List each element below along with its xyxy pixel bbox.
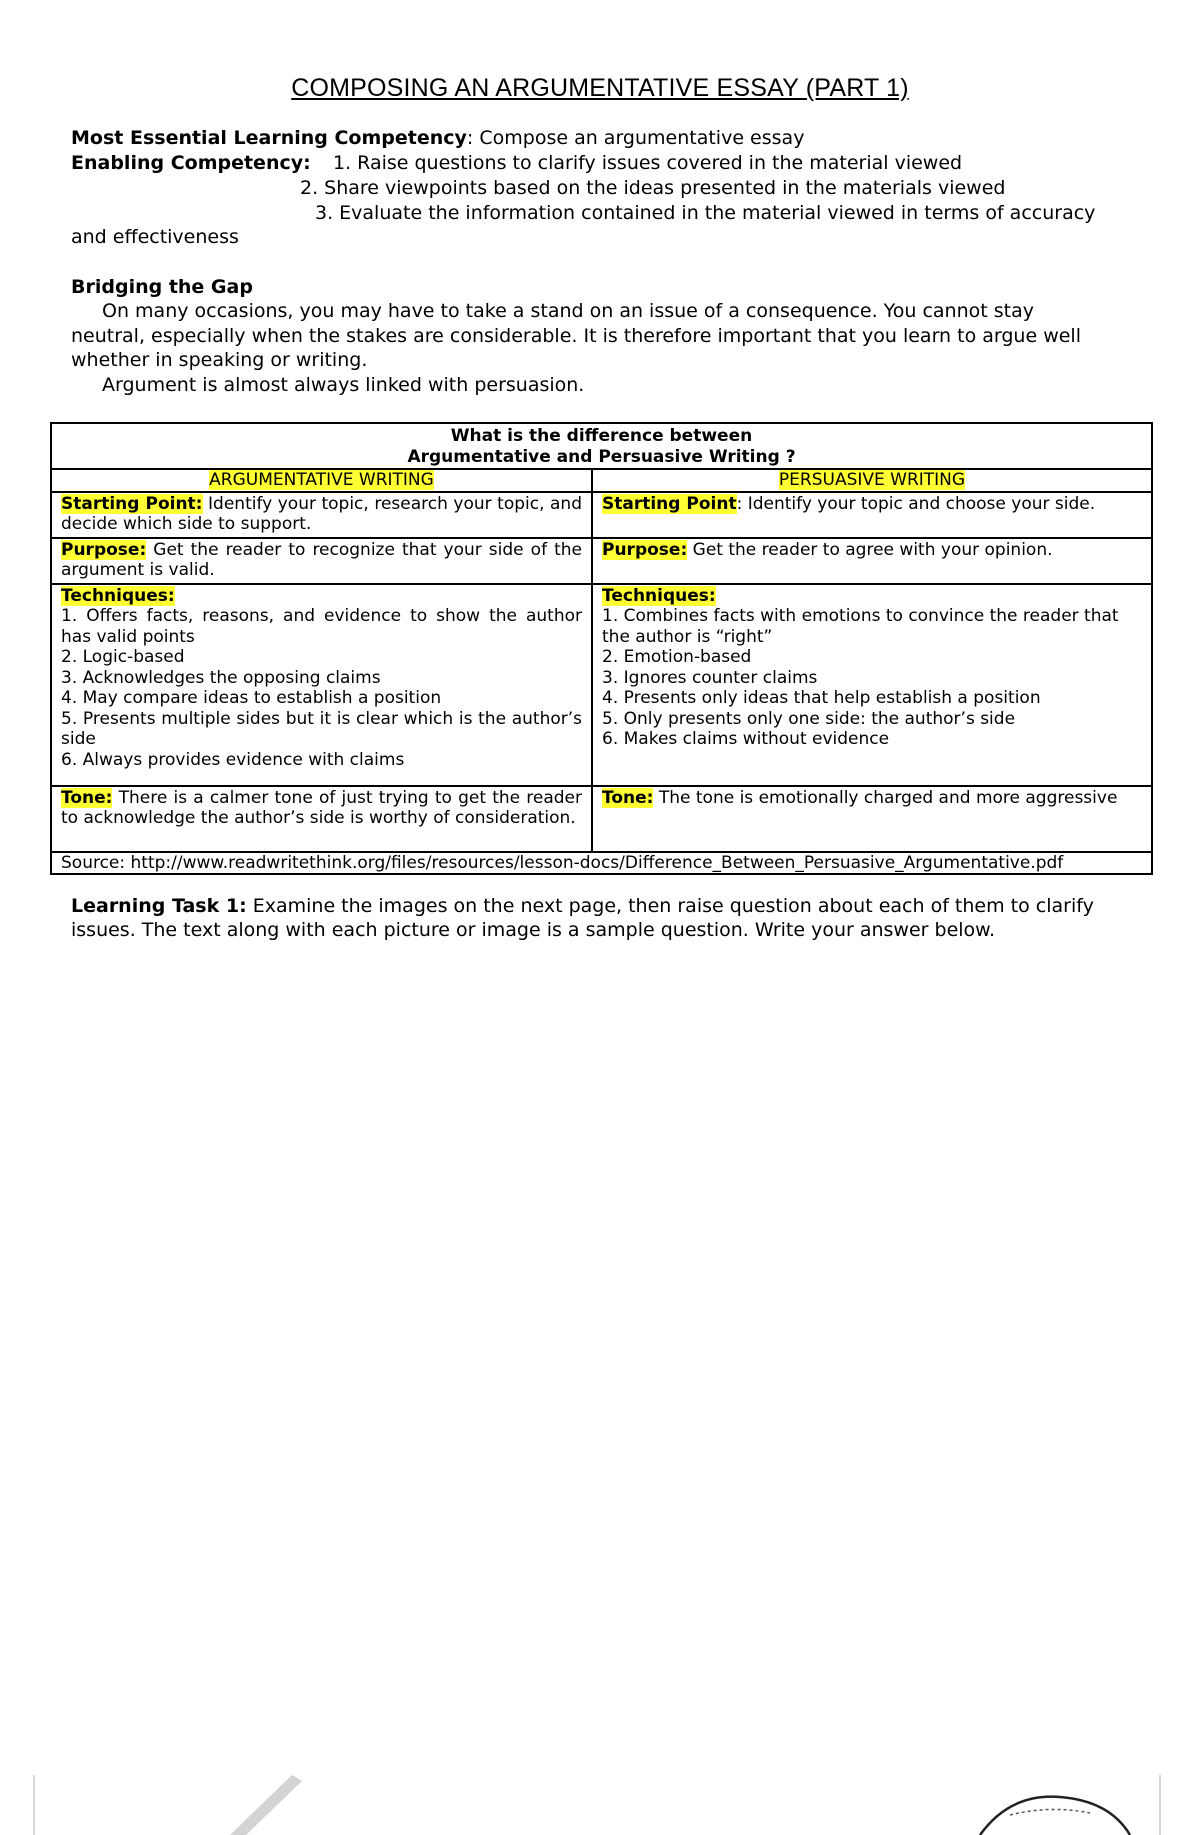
tone-text: There is a calmer tone of just trying to get the reader to acknowledge the author’s side is worthy of consideration. (61, 787, 582, 828)
melc-text: : Compose an argumentative essay (466, 127, 805, 149)
list-item: 5. Presents multiple sides but it is clear which is the author’s side (61, 708, 582, 749)
bridging-line-4: Argument is almost always linked with persuasion. (102, 374, 585, 396)
techniques-argumentative (51, 584, 592, 786)
list-item: 1. Combines facts with emotions to convince the reader that the author is “right” (602, 606, 1119, 647)
enabling-item-1: 1. Raise questions to clarify issues covered in the material viewed (333, 152, 963, 174)
starting-point-persuasive (592, 492, 1152, 538)
circle-image-detail (1010, 1809, 1090, 1815)
source-row (51, 852, 1152, 875)
partial-images (30, 1775, 1170, 1835)
tone-label: Tone: (602, 787, 654, 808)
melc-line (71, 126, 804, 151)
enabling-item-3: 3. Evaluate the information contained in the material viewed in terms of accuracy (315, 202, 1096, 224)
list-item: 2. Logic-based (61, 647, 185, 667)
purpose-text: Get the reader to agree with your opinion. (687, 539, 1053, 560)
enabling-label: Enabling Competency: (71, 152, 311, 174)
starting-point-label: Starting Point: (61, 493, 203, 514)
learning-task-text: Examine the images on the next page, then raise question about each of them to clarify (246, 895, 1094, 917)
enabling-item-3-cont: and effectiveness (71, 226, 239, 248)
table-row (51, 786, 1152, 852)
list-item: 4. Presents only ideas that help establish a position (602, 688, 1041, 708)
purpose-argumentative (51, 538, 592, 584)
list-item: 6. Makes claims without evidence (602, 729, 890, 749)
column-header-persuasive-label: PERSUASIVE WRITING (778, 470, 966, 490)
comparison-table (50, 422, 1153, 875)
column-header-persuasive (592, 469, 1152, 492)
column-header-argumentative (51, 469, 592, 492)
table-header (51, 423, 1152, 469)
table-header-row (51, 423, 1152, 469)
enabling-line (71, 151, 311, 176)
tone-label: Tone: (61, 787, 113, 808)
purpose-text: Get the reader to recognize that your side of the argument is valid. (61, 539, 582, 580)
bridging-heading: Bridging the Gap (71, 276, 253, 298)
purpose-label: Purpose: (61, 539, 147, 560)
column-header-argumentative-label: ARGUMENTATIVE WRITING (209, 470, 434, 490)
circle-image (980, 1797, 1130, 1835)
table-header-line-2: Argumentative and Persuasive Writing ? (407, 446, 796, 467)
column-header-row (51, 469, 1152, 492)
techniques-persuasive (592, 584, 1152, 786)
pencil-image (230, 1775, 302, 1835)
tone-persuasive (592, 786, 1152, 852)
bridging-line-3: whether in speaking or writing. (71, 349, 368, 371)
page-title: COMPOSING AN ARGUMENTATIVE ESSAY (PART 1) (291, 74, 909, 102)
techniques-label: Techniques: (61, 585, 175, 606)
list-item: 5. Only presents only one side: the author’s side (602, 708, 1016, 729)
list-item: 3. Acknowledges the opposing claims (61, 667, 381, 688)
purpose-persuasive (592, 538, 1152, 584)
tone-argumentative (51, 786, 592, 852)
starting-point-label: Starting Point (602, 493, 737, 514)
bridging-line-1: On many occasions, you may have to take a stand on an issue of a consequence. You cannot stay (102, 300, 1034, 322)
learning-task-line-2: issues. The text along with each picture or image is a sample question. Write your answer below. (71, 919, 995, 941)
list-item: 3. Ignores counter claims (602, 667, 818, 688)
melc-label: Most Essential Learning Competency (71, 127, 467, 149)
learning-task-label: Learning Task 1: (71, 895, 247, 917)
purpose-label: Purpose: (602, 539, 688, 560)
learning-task-line-1 (71, 894, 1094, 919)
enabling-item-2: 2. Share viewpoints based on the ideas presented in the materials viewed (300, 177, 1006, 199)
list-item: 1. Offers facts, reasons, and evidence to show the author has valid points (61, 606, 582, 647)
table-row (51, 584, 1152, 786)
starting-point-argumentative (51, 492, 592, 538)
tone-text: The tone is emotionally charged and more aggressive (653, 787, 1118, 808)
list-item: 6. Always provides evidence with claims (61, 749, 405, 770)
techniques-label: Techniques: (602, 585, 716, 606)
starting-point-text: : Identify your topic and choose your side. (736, 493, 1096, 514)
source-citation: Source: http://www.readwritethink.org/files/resources/lesson-docs/Difference_Between_Persuasive_Argumentative.pdf (51, 852, 1152, 875)
list-item: 2. Emotion-based (602, 647, 752, 667)
starting-point-text: Identify your topic, research your topic, and decide which side to support. (61, 493, 583, 534)
table-row (51, 538, 1152, 584)
bridging-line-2: neutral, especially when the stakes are considerable. It is therefore important that you learn to argue well (71, 325, 1081, 347)
table-header-line-1: What is the difference between (450, 426, 753, 446)
list-item: 4. May compare ideas to establish a position (61, 688, 442, 708)
table-row (51, 492, 1152, 538)
